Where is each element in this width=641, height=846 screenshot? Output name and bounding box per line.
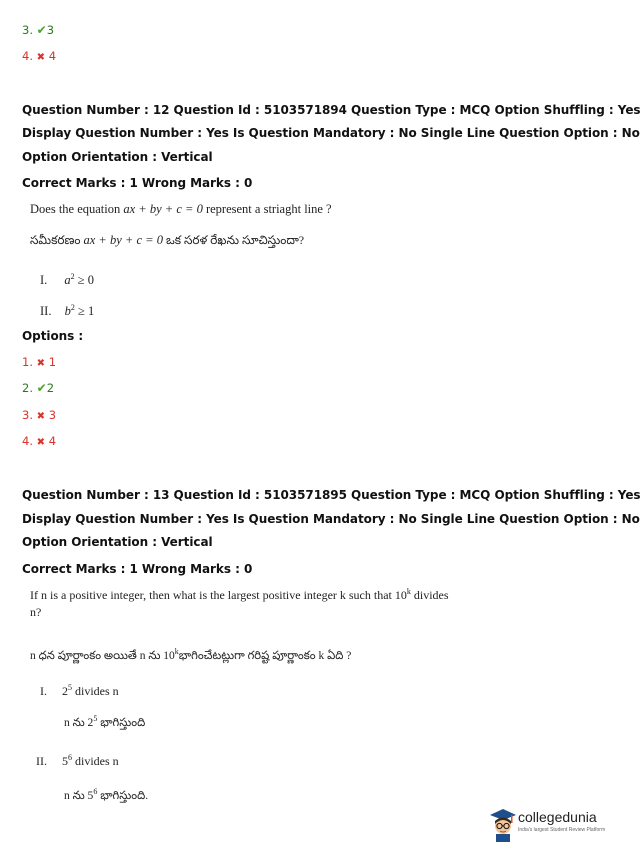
q12-header-line2: Display Question Number : Yes Is Question Mandatory : No Single Line Question Option : No <box>22 126 640 140</box>
logo-wordmark: collegedunia <box>518 809 597 825</box>
q12-marks: Correct Marks : 1 Wrong Marks : 0 <box>22 176 253 190</box>
q13-question-te: n ధన పూర్ణాంకం అయితే n ను 10$^k$భాగించేటట్లుగా గరిష్ట పూర్ణాంకం k ఏది ? <box>30 647 352 662</box>
q12-statement-1: I. $a^2 \ge 0$ <box>40 272 95 288</box>
q12-option-2: 2. ✔2 <box>22 381 55 395</box>
q13-header-line3: Option Orientation : Vertical <box>22 535 213 549</box>
q13-question-en: If n is a positive integer, then what is the largest positive integer k such that 10$^k$ divides <box>30 587 449 602</box>
q13-header-line2: Display Question Number : Yes Is Question Mandatory : No Single Line Question Option : No <box>22 512 640 526</box>
logo-tagline: India's largest Student Review Platform <box>518 827 606 833</box>
q12-option-1: 1. ✖ 1 <box>22 355 57 369</box>
check-icon: ✔ <box>36 381 47 395</box>
cross-icon: ✖ <box>36 52 46 63</box>
q12-option-3: 3. ✖ 3 <box>22 408 57 422</box>
option-number: 3. <box>22 23 33 37</box>
cross-icon: ✖ <box>36 411 46 422</box>
q12-options-label: Options : <box>22 329 84 343</box>
q12-header-line1: Question Number : 12 Question Id : 5103571894 Question Type : MCQ Option Shuffling : Yes <box>22 103 641 117</box>
q12-question-te: సమీకరణం ax + by + c = 0 ఒక సరళ రేఖను సూచిస్తుందా? <box>30 233 305 247</box>
prev-option-4 <box>22 49 56 63</box>
prev-option-3 <box>22 23 54 37</box>
graduate-mascot-icon <box>488 806 518 842</box>
option-value: 4 <box>48 49 57 63</box>
q12-statement-2: II. $b^2 \ge 1$ <box>40 303 95 319</box>
cross-icon: ✖ <box>36 437 46 448</box>
option-value: 3 <box>46 23 55 37</box>
q13-statement-2: II. $5^6$ divides n <box>36 753 119 768</box>
collegedunia-logo <box>488 806 606 842</box>
q13-question-en-line2: n? <box>30 605 42 619</box>
q13-statement-1: I. $2^5$ divides n <box>40 683 119 698</box>
option-number: 4. <box>22 49 33 63</box>
q12-header-line3: Option Orientation : Vertical <box>22 150 213 164</box>
q12-question-en: Does the equation ax + by + c = 0 represent a striaght line ? <box>30 202 332 216</box>
check-icon: ✔ <box>36 23 47 37</box>
q12-option-4: 4. ✖ 4 <box>22 434 57 448</box>
cross-icon: ✖ <box>36 358 46 369</box>
q13-statement-1-te: n ను $2^5$ భాగిస్తుంది <box>64 714 146 729</box>
q13-header-line1: Question Number : 13 Question Id : 5103571895 Question Type : MCQ Option Shuffling : Yes <box>22 488 641 502</box>
q13-statement-2-te: n ను $5^6$ భాగిస్తుంది. <box>64 787 149 802</box>
q13-marks: Correct Marks : 1 Wrong Marks : 0 <box>22 562 253 576</box>
